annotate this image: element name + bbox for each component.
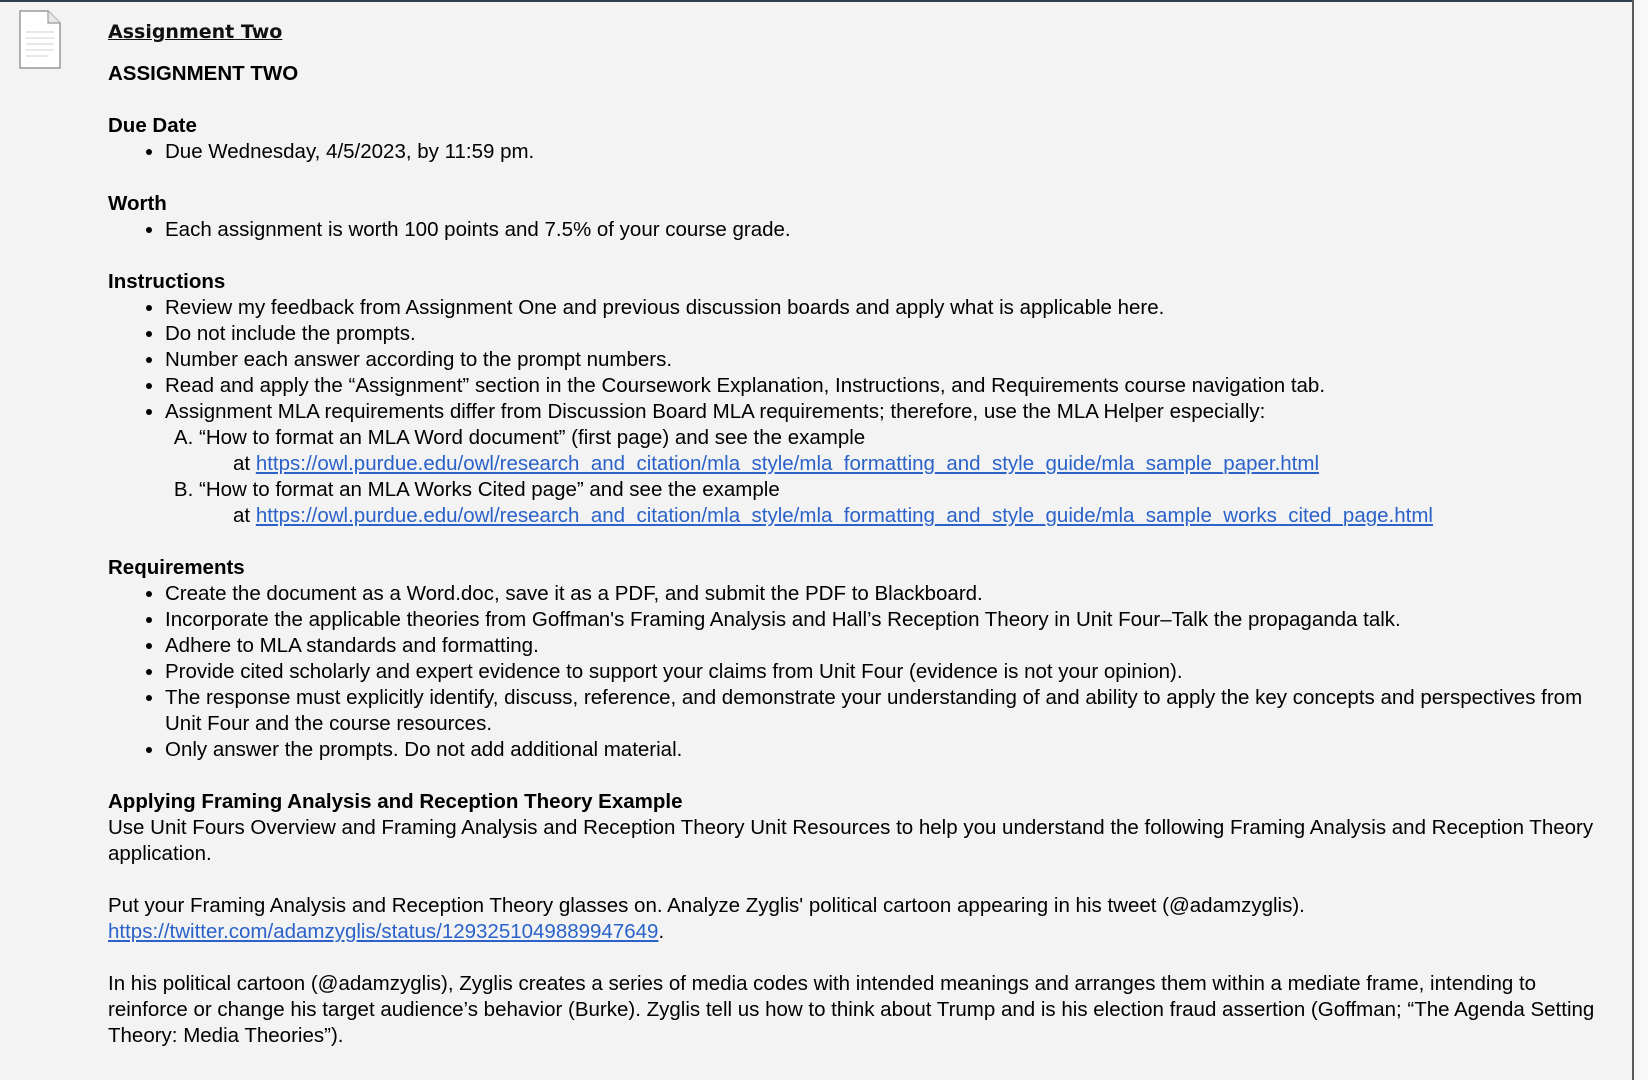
requirement-item: • Incorporate the applicable theories from Goffman's Framing Analysis and Hall’s Reception Theory in Unit Four–Talk the propaganda talk. — [165, 607, 1608, 633]
example-prompt-block — [108, 893, 1608, 945]
instructions-list — [108, 295, 1608, 529]
example-heading: Applying Framing Analysis and Reception Theory Example — [108, 790, 683, 813]
example-analysis: In his political cartoon (@adamzyglis), Zyglis creates a series of media codes with intended meanings and arranges them within a mediate frame, intending to reinforce or change his target audience’s behavior (Burke). Zyglis tell us how to think about Trump and is his election fraud assertion (Goffman; “The Agenda Setting Theory: Media Theories”). — [108, 972, 1595, 1047]
example-intro: Use Unit Fours Overview and Framing Analysis and Reception Theory Unit Resources to help you understand the following Framing Analysis and Reception Theory application. — [108, 816, 1594, 865]
instructions-heading: Instructions — [108, 270, 226, 293]
assignment-heading: ASSIGNMENT TWO — [108, 62, 299, 85]
example-prompt-text: Put your Framing Analysis and Reception Theory glasses on. Analyze Zyglis' political cartoon appearing in his tweet (@adamzyglis). — [108, 894, 1305, 917]
requirement-item: • Provide cited scholarly and expert evidence to support your claims from Unit Four (evidence is not your opinion). — [165, 659, 1608, 685]
due-date-heading: Due Date — [108, 114, 197, 137]
mla-works-cited-link[interactable]: https://owl.purdue.edu/owl/research_and_citation/mla_style/mla_formatting_and_style_guide/mla_sample_works_cited_page.html — [255, 504, 1433, 527]
requirements-list — [108, 581, 1608, 763]
instruction-item: • Read and apply the “Assignment” section in the Coursework Explanation, Instructions, and Requirements course navigation tab. — [165, 373, 1608, 399]
assignment-content — [108, 18, 1608, 1049]
tweet-link-suffix: . — [658, 920, 665, 943]
requirement-item: • Create the document as a Word.doc, save it as a PDF, and submit the PDF to Blackboard. — [165, 581, 1608, 607]
worth-heading: Worth — [108, 192, 167, 215]
worth-list — [108, 217, 1608, 243]
mla-helper-link-line — [199, 503, 1608, 529]
mla-helper-list — [165, 425, 1608, 529]
mla-helper-text: “How to format an MLA Word document” (first page) and see the example — [199, 426, 866, 449]
instructions-section — [108, 269, 1608, 529]
instruction-item: • Number each answer according to the prompt numbers. — [165, 347, 1608, 373]
mla-sample-paper-link[interactable]: https://owl.purdue.edu/owl/research_and_citation/mla_style/mla_formatting_and_style_guide/mla_sample_paper.html — [255, 452, 1320, 475]
instruction-item: • Do not include the prompts. — [165, 321, 1608, 347]
requirement-item: • Adhere to MLA standards and formatting. — [165, 633, 1608, 659]
at-label: at — [233, 504, 251, 527]
requirements-heading: Requirements — [108, 556, 245, 579]
assignment-title-link[interactable]: Assignment Two — [108, 21, 283, 43]
worth-item: • Each assignment is worth 100 points and 7.5% of your course grade. — [165, 217, 1608, 243]
due-date-item: • Due Wednesday, 4/5/2023, by 11:59 pm. — [165, 139, 1608, 165]
at-label: at — [233, 452, 251, 475]
mla-helper-item — [199, 477, 1608, 529]
requirement-item: • The response must explicitly identify, discuss, reference, and demonstrate your understanding of and ability to apply the key concepts and perspectives from Unit Four and the course resources. — [165, 685, 1608, 737]
instruction-item: • Review my feedback from Assignment One and previous discussion boards and apply what is applicable here. — [165, 295, 1608, 321]
due-date-section — [108, 113, 1608, 165]
requirements-section — [108, 555, 1608, 763]
mla-helper-link-line — [199, 451, 1608, 477]
tweet-link[interactable]: https://twitter.com/adamzyglis/status/1293251049889947649 — [108, 920, 659, 943]
top-border — [0, 0, 1634, 2]
worth-section — [108, 191, 1608, 243]
example-section — [108, 789, 1608, 1049]
instruction-item-mla — [165, 399, 1608, 529]
instruction-mla-text: Assignment MLA requirements differ from Discussion Board MLA requirements; therefore, use the MLA Helper especially: — [165, 400, 1266, 423]
mla-helper-item — [199, 425, 1608, 477]
right-margin — [1634, 0, 1648, 1080]
mla-helper-text: “How to format an MLA Works Cited page” and see the example — [199, 478, 780, 501]
document-icon — [18, 10, 62, 70]
due-date-list — [108, 139, 1608, 165]
requirement-item: • Only answer the prompts. Do not add additional material. — [165, 737, 1608, 763]
